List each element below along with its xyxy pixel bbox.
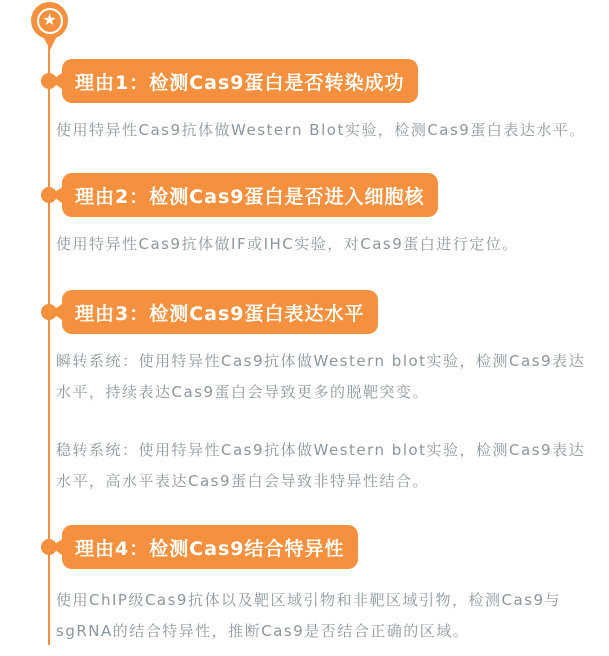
pin-ring xyxy=(37,8,63,34)
star-icon: ★ xyxy=(42,9,57,29)
section-paragraph: 使用ChIP级Cas9抗体以及靶区域引物和非靶区域引物，检测Cas9与sgRNA的结合特异性，推断Cas9是否结合正确的区域。 xyxy=(56,591,561,640)
timeline-section-3 xyxy=(0,290,609,497)
section-paragraph: 使用特异性Cas9抗体做Western Blot实验，检测Cas9蛋白表达水平。 xyxy=(56,121,586,139)
section-paragraph: 瞬转系统：使用特异性Cas9抗体做Western blot实验，检测Cas9表达水平，持续表达Cas9蛋白会导致更多的脱靶突变。 xyxy=(56,352,586,401)
badge-row xyxy=(62,59,609,103)
badge-arrow-icon xyxy=(51,539,62,555)
badge-row xyxy=(62,173,609,217)
badge-arrow-icon xyxy=(51,73,62,89)
timeline-section-2 xyxy=(0,173,609,260)
section-paragraph: 使用特异性Cas9抗体做IF或IHC实验，对Cas9蛋白进行定位。 xyxy=(56,235,519,253)
section-paragraph: 稳转系统：使用特异性Cas9抗体做Western blot实验，检测Cas9表达水平，高水平表达Cas9蛋白会导致非特异性结合。 xyxy=(56,441,586,490)
section-title-badge: 理由3：检测Cas9蛋白表达水平 xyxy=(62,290,378,334)
pin-circle xyxy=(31,2,68,39)
section-title-badge: 理由4：检测Cas9结合特异性 xyxy=(62,525,358,569)
timeline-start-pin xyxy=(31,2,68,50)
section-title-badge: 理由2：检测Cas9蛋白是否进入细胞核 xyxy=(62,173,438,217)
badge-row xyxy=(62,290,609,334)
badge-arrow-icon xyxy=(51,304,62,320)
pin-tail xyxy=(43,36,57,50)
badge-row xyxy=(62,525,609,569)
badge-arrow-icon xyxy=(51,187,62,203)
timeline-section-4 xyxy=(0,525,609,647)
timeline-section-1 xyxy=(0,59,609,146)
section-title-badge: 理由1：检测Cas9蛋白是否转染成功 xyxy=(62,59,418,103)
